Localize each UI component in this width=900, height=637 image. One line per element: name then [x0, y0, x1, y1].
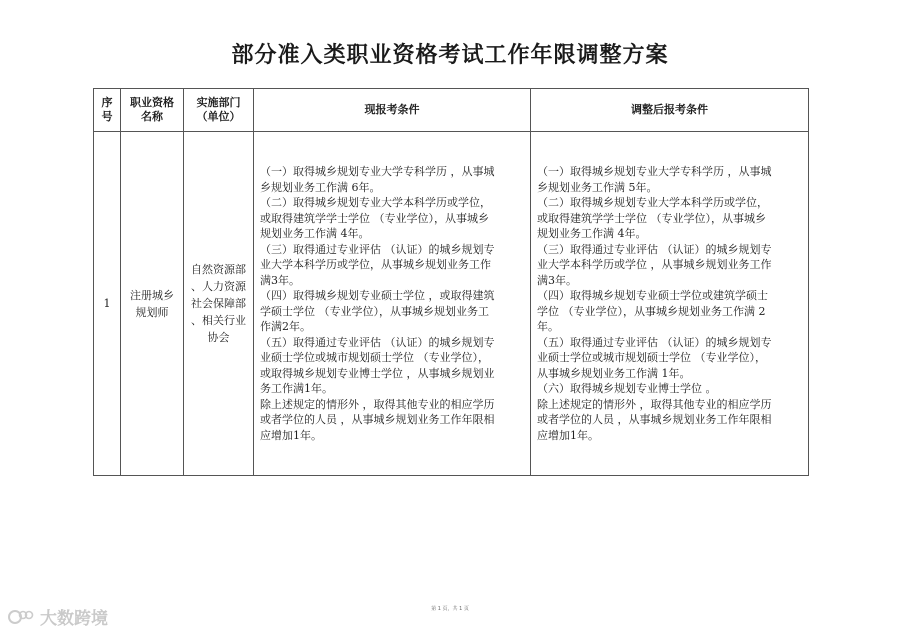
cell-seq: 1: [94, 132, 121, 476]
condition-line: 或取得建筑学学士学位 （专业学位），从事城乡: [537, 211, 766, 225]
header-qualification: 职业资格 名称: [121, 89, 184, 132]
header-seq: 序 号: [94, 89, 121, 132]
condition-line: 或者学位的人员 ，从事城乡规划业务工作年限相: [260, 413, 495, 426]
condition-line: 业硕士学位或城市规划硕士学位 （专业学位），: [537, 351, 766, 364]
condition-line: 学硕士学位 （专业学位），从事城乡规划业务工: [260, 304, 489, 318]
condition-line: 业硕士学位或城市规划硕士学位 （专业学位），: [260, 351, 489, 364]
condition-line: 除上述规定的情形外 ，取得其他专业的相应学历: [260, 397, 495, 411]
condition-line: 规划业务工作满 4年。: [537, 227, 647, 240]
condition-line: （一）取得城乡规划专业大学专科学历 ，从事城: [260, 165, 495, 178]
cell-department: 自然资源部 、人力资源 社会保障部 、相关行业 协会: [184, 132, 254, 476]
condition-line: 除上述规定的情形外 ，取得其他专业的相应学历: [537, 397, 772, 411]
condition-line: （二）取得城乡规划专业大学本科学历或学位，: [537, 196, 768, 209]
condition-line: （六）取得城乡规划专业博士学位 。: [537, 382, 717, 395]
table-header-row: [94, 89, 809, 132]
condition-line: 或取得建筑学学士学位 （专业学位），从事城乡: [260, 211, 489, 225]
table-row: [94, 132, 809, 476]
condition-line: 乡规划业务工作满 6年。: [260, 180, 381, 194]
condition-line: （一）取得城乡规划专业大学专科学历 ，从事城: [537, 165, 772, 178]
condition-line: （五）取得通过专业评估 （认证）的城乡规划专: [537, 335, 772, 349]
condition-line: 或取得城乡规划专业博士学位 ，从事城乡规划业: [260, 366, 495, 380]
condition-line: 应增加1年。: [537, 428, 599, 442]
condition-line: 年。: [537, 320, 559, 333]
condition-line: 规划业务工作满 4年。: [260, 227, 370, 240]
condition-line: 作满2年。: [260, 320, 311, 333]
condition-line: 满3年。: [537, 273, 577, 287]
condition-line: （四）取得城乡规划专业硕士学位 ，或取得建筑: [260, 289, 495, 302]
header-current-conditions: 现报考条件: [254, 89, 531, 132]
condition-line: 应增加1年。: [260, 428, 322, 442]
condition-line: 业大学本科学历或学位，从事城乡规划业务工作: [260, 258, 491, 271]
cell-adjusted-conditions: [531, 132, 809, 476]
condition-line: （四）取得城乡规划专业硕士学位或建筑学硕士: [537, 289, 768, 302]
watermark-logo-icon: [8, 607, 34, 627]
condition-line: （五）取得通过专业评估 （认证）的城乡规划专: [260, 335, 495, 349]
condition-line: 学位 （专业学位），从事城乡规划业务工作满 2: [537, 304, 766, 318]
condition-line: 业大学本科学历或学位 ，从事城乡规划业务工作: [537, 258, 772, 271]
header-department: 实施部门 （单位）: [184, 89, 254, 132]
document-title: 部分准入类职业资格考试工作年限调整方案: [231, 43, 669, 68]
condition-line: 或者学位的人员 ，从事城乡规划业务工作年限相: [537, 413, 772, 426]
cell-current-conditions: [254, 132, 531, 476]
condition-line: （三）取得通过专业评估 （认证）的城乡规划专: [537, 242, 772, 256]
condition-line: （三）取得通过专业评估 （认证）的城乡规划专: [260, 242, 495, 256]
condition-line: 乡规划业务工作满 5年。: [537, 180, 658, 194]
condition-line: 务工作满1年。: [260, 382, 333, 395]
header-adjusted-conditions: 调整后报考条件: [531, 89, 809, 132]
condition-line: 从事城乡规划业务工作满 1年。: [537, 366, 691, 380]
condition-line: （二）取得城乡规划专业大学本科学历或学位，: [260, 196, 491, 209]
cell-qualification: 注册城乡 规划师: [121, 132, 184, 476]
watermark: [8, 604, 108, 629]
adjustment-table: [93, 88, 809, 476]
page-number: 第 1 页，共 1 页: [431, 606, 469, 612]
watermark-text: 大数跨境: [40, 609, 108, 629]
condition-line: 满3年。: [260, 273, 300, 287]
